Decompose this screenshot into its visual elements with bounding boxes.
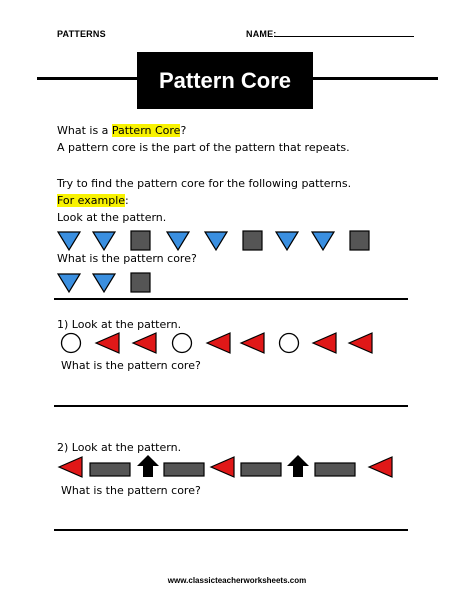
name-label: NAME:: [246, 29, 277, 39]
black-up-arrow-icon: [287, 455, 309, 477]
red-left-triangle-icon: [59, 457, 82, 477]
intro-question-term: Pattern Core: [111, 124, 181, 137]
example-label: For example: [57, 194, 126, 207]
gray-bar-icon: [90, 463, 130, 476]
problem2-question: What is the pattern core?: [61, 484, 201, 497]
footer-url[interactable]: www.classicteacherworksheets.com: [167, 576, 307, 585]
example-colon: :: [125, 194, 129, 207]
red-left-triangle-icon: [211, 457, 234, 477]
intro-question-suffix: ?: [180, 124, 187, 137]
gray-bar-icon: [315, 463, 355, 476]
intro-question-prefix: What is a: [57, 124, 112, 137]
red-left-triangle-icon: [369, 457, 392, 477]
problem1-look-label: 1) Look at the pattern.: [57, 318, 182, 331]
example-look-label: Look at the pattern.: [57, 211, 167, 224]
intro-instruction: Try to find the pattern core for the following patterns.: [57, 177, 352, 190]
example-question: What is the pattern core?: [57, 252, 197, 265]
gray-bar-icon: [241, 463, 281, 476]
intro-definition: A pattern core is the part of the pattern that repeats.: [57, 141, 350, 154]
subject-label: PATTERNS: [57, 29, 106, 39]
problem1-question: What is the pattern core?: [61, 359, 201, 372]
black-up-arrow-icon: [137, 455, 159, 477]
page-title: Pattern Core: [137, 52, 313, 109]
gray-bar-icon: [164, 463, 204, 476]
problem2-answer-line[interactable]: [54, 529, 408, 531]
problem2-look-label: 2) Look at the pattern.: [57, 441, 182, 454]
